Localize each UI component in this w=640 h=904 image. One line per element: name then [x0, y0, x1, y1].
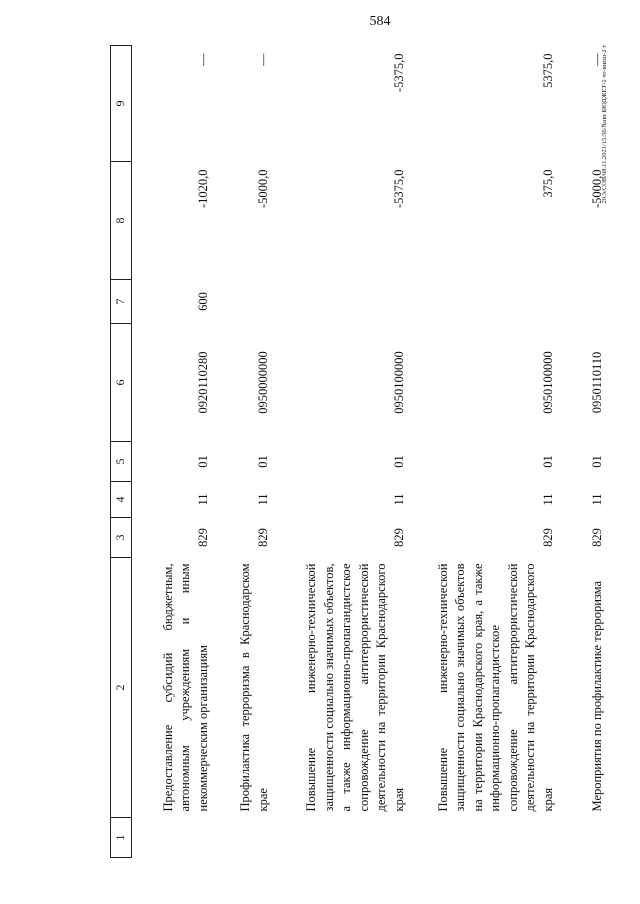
amount-column-8: 375,0 [540, 169, 555, 198]
table-row [275, 46, 411, 858]
table-row [215, 46, 275, 858]
column-header: 9 [111, 46, 132, 162]
section-code: 11 [195, 493, 210, 506]
item-name: Повышение инженерно-технической защищенности социально значимых объектов, а также информационно-пропагандистское сопровождение антитеррористической деятельности на территории Краснодарского края [304, 563, 406, 812]
item-name: Мероприятия по профилактике терроризма [589, 580, 604, 812]
expense-type-code: 600 [195, 292, 210, 311]
subsection-code: 01 [391, 455, 406, 468]
department-code: 829 [195, 528, 210, 547]
subsection-code: 01 [195, 455, 210, 468]
table-header-row [111, 46, 132, 858]
target-article-code: 0950100000 [540, 351, 555, 414]
item-name: Профилактика терроризма в Краснодарском крае [238, 563, 270, 812]
expense-type-code [275, 280, 411, 324]
expense-type-code [560, 280, 609, 324]
item-name: Повышение инженерно-технической защищенности социально значимых объектов на территории Краснодарского края, а также информационно-пропагандистское сопровождение антитеррористической деятельности на территории Краснодарского края [435, 563, 555, 812]
amount-column-9: -5375,0 [391, 53, 406, 93]
page-number: 584 [369, 14, 391, 29]
document-stamp: 20.3/СОВ/08.11.2021/15:56/№пп БЮДЖЕТ-2 чт-внеш-2 т [601, 45, 608, 204]
amount-column-8: -1020,0 [195, 169, 210, 209]
amount-column-8: -5000,0 [255, 169, 270, 209]
row-number-cell [275, 818, 411, 858]
column-header: 3 [111, 518, 132, 558]
target-article-code: 0950100000 [391, 351, 406, 414]
section-code: 11 [589, 493, 604, 506]
expense-type-code [411, 280, 560, 324]
target-article-code: 0950000000 [255, 351, 270, 414]
section-code: 11 [540, 493, 555, 506]
row-number-cell [132, 818, 216, 858]
column-header: 4 [111, 482, 132, 518]
table-row [560, 46, 609, 858]
amount-column-9: — [255, 53, 270, 66]
department-code: 829 [589, 528, 604, 547]
amount-column-8: -5375,0 [391, 169, 406, 209]
budget-table [110, 45, 609, 858]
amount-column-9: — [195, 53, 210, 66]
column-header: 7 [111, 280, 132, 324]
amount-column-9: — [589, 53, 604, 66]
column-header: 2 [111, 558, 132, 818]
row-number-cell [560, 818, 609, 858]
subsection-code: 01 [589, 455, 604, 468]
amount-column-9: 5375,0 [540, 53, 555, 88]
column-header: 5 [111, 442, 132, 482]
column-header: 1 [111, 818, 132, 858]
department-code: 829 [540, 528, 555, 547]
table-row [411, 46, 560, 858]
column-header: 8 [111, 162, 132, 280]
section-code: 11 [391, 493, 406, 506]
subsection-code: 01 [255, 455, 270, 468]
department-code: 829 [255, 528, 270, 547]
item-name: Предоставление субсидий бюджетным, автономным учреждениям и иным некоммерческим организациям [160, 563, 210, 812]
section-code: 11 [255, 493, 270, 506]
row-number-cell [411, 818, 560, 858]
column-header: 6 [111, 324, 132, 442]
target-article-code: 0950110110 [589, 351, 604, 414]
expense-type-code [215, 280, 275, 324]
table-row [132, 46, 216, 858]
department-code: 829 [391, 528, 406, 547]
target-article-code: 0920110280 [195, 351, 210, 414]
budget-table-container [110, 46, 604, 858]
row-number-cell [215, 818, 275, 858]
subsection-code: 01 [540, 455, 555, 468]
amount-column-8: -5000,0 [589, 169, 604, 209]
